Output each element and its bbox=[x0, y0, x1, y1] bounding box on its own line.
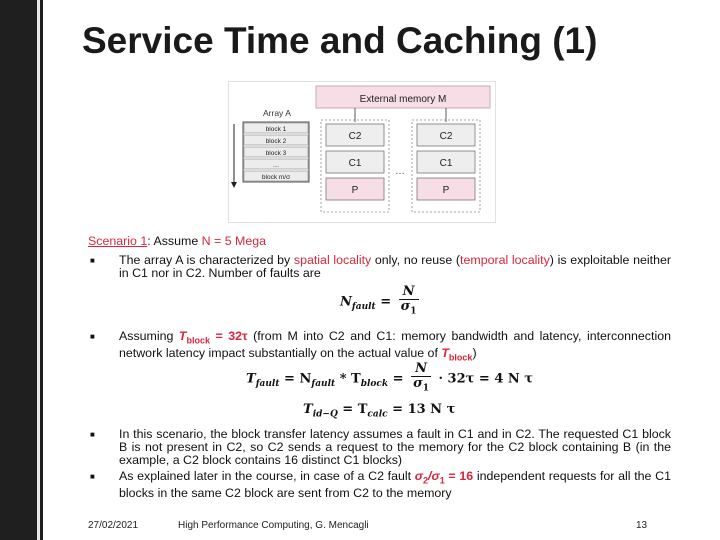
bullet-glyph: ■ bbox=[90, 472, 95, 481]
external-memory-label: External memory M bbox=[359, 94, 447, 105]
equation-tfault bbox=[246, 362, 533, 396]
eq-term: = T bbox=[337, 402, 368, 417]
text-span: independent requests for all the C1 blocks in the same C2 block are sent from C2 to the memory bbox=[119, 469, 671, 501]
eq-subscript: fault bbox=[311, 378, 336, 389]
text-span: As explained later in the course, in case of a C2 fault bbox=[119, 469, 415, 483]
scenario-value: N = 5 Mega bbox=[201, 234, 267, 248]
tblock-symbol bbox=[441, 346, 473, 363]
eq-subscript: block bbox=[186, 335, 211, 346]
eq-term: · 32τ = 4 N τ bbox=[433, 371, 534, 387]
c2-label: C2 bbox=[348, 131, 362, 142]
eq-subscript: 1 bbox=[410, 306, 417, 317]
equation-nfault bbox=[340, 285, 422, 319]
fraction-denominator: σ bbox=[413, 376, 423, 391]
block-label: block 1 bbox=[265, 126, 287, 133]
bullet-glyph: ■ bbox=[90, 256, 95, 265]
block-label: block m/σ bbox=[261, 174, 291, 181]
eq-symbol: T bbox=[178, 329, 187, 343]
eq-operator: = bbox=[388, 371, 409, 387]
text-span: Assuming bbox=[119, 329, 179, 343]
diagram-svg bbox=[229, 82, 495, 222]
eq-subscript: fault bbox=[255, 378, 280, 389]
eq-subscript: 1 bbox=[422, 383, 429, 394]
c1-label: C1 bbox=[348, 158, 362, 169]
bullet-3: In this scenario, the block transfer latency assumes a fault in C1 and in C2. The requested C1 block B is not present in C2, so C2 sends a request to the memory for the C2 block containing B (in the example, a C2 block contains 16 distinct C1 blocks) bbox=[119, 427, 671, 467]
spatial-locality: spatial locality bbox=[293, 253, 372, 267]
eq-term: * T bbox=[335, 371, 361, 387]
fraction-numerator: N bbox=[411, 362, 431, 377]
eq-symbol: T bbox=[303, 402, 313, 417]
slide-title: Service Time and Caching (1) bbox=[82, 20, 598, 61]
eq-symbol: T bbox=[441, 346, 449, 361]
fraction bbox=[411, 362, 431, 396]
text-span: only, no reuse ( bbox=[371, 253, 461, 267]
bullet-glyph: ■ bbox=[90, 332, 95, 341]
eq-subscript: block bbox=[360, 378, 389, 389]
c1-label: C1 bbox=[439, 158, 453, 169]
eq-value: = 32τ bbox=[210, 329, 248, 343]
eq-term: = 13 N τ bbox=[387, 402, 456, 417]
array-arrow-head bbox=[231, 182, 237, 188]
c2-label: C2 bbox=[439, 131, 453, 142]
ellipsis: … bbox=[395, 166, 405, 177]
bullet-4 bbox=[119, 470, 671, 500]
eq-term: = N bbox=[279, 371, 312, 387]
fraction-denominator: σ bbox=[400, 299, 411, 314]
processor-label: P bbox=[442, 185, 450, 196]
fraction bbox=[399, 285, 419, 319]
scenario-label: Scenario 1 bbox=[88, 234, 148, 248]
text-span: (from M into C2 and C1: memory bandwidth and latency, interconnection network latency impact substantially on the actual value of bbox=[119, 329, 671, 361]
eq-subscript: id−Q bbox=[312, 409, 338, 420]
eq-subscript: 2 bbox=[423, 475, 429, 486]
fraction-numerator: N bbox=[399, 285, 419, 300]
footer-page-number: 13 bbox=[636, 520, 648, 531]
bullet-2 bbox=[119, 330, 671, 365]
eq-symbol: σ bbox=[414, 469, 424, 483]
eq-value: = 16 bbox=[444, 469, 474, 483]
block-label: block 2 bbox=[265, 138, 287, 145]
block-ratio bbox=[414, 469, 474, 486]
block-label: … bbox=[272, 162, 280, 169]
text-span: The array A is characterized by bbox=[119, 253, 294, 267]
eq-symbol: N bbox=[340, 294, 352, 310]
eq-subscript: fault bbox=[351, 301, 376, 312]
processor-label: P bbox=[351, 185, 359, 196]
temporal-locality: temporal locality bbox=[460, 253, 550, 267]
block-label: block 3 bbox=[265, 150, 287, 157]
footer-date: 27/02/2021 bbox=[88, 520, 139, 531]
eq-symbol: T bbox=[246, 371, 256, 387]
sidebar-divider bbox=[37, 0, 40, 540]
array-label: Array A bbox=[263, 108, 291, 118]
eq-subscript: calc bbox=[367, 409, 388, 420]
equation-tidq bbox=[303, 403, 455, 422]
eq-subscript: block bbox=[448, 352, 473, 363]
scenario-line bbox=[88, 235, 266, 248]
bullet-1 bbox=[119, 254, 671, 280]
text-span: ) bbox=[472, 346, 477, 361]
eq-symbol: /σ bbox=[428, 469, 440, 483]
text-span: ) is exploitable neither in C1 nor in C2. Number of faults are bbox=[119, 253, 671, 280]
bullet-glyph: ■ bbox=[90, 430, 95, 439]
memory-hierarchy-diagram bbox=[228, 81, 496, 223]
eq-subscript: 1 bbox=[439, 475, 445, 486]
eq-operator: = bbox=[375, 294, 396, 310]
footer-course: High Performance Computing, G. Mencagli bbox=[178, 520, 369, 531]
tblock-expression bbox=[178, 329, 248, 346]
scenario-assume: : Assume bbox=[147, 234, 202, 248]
